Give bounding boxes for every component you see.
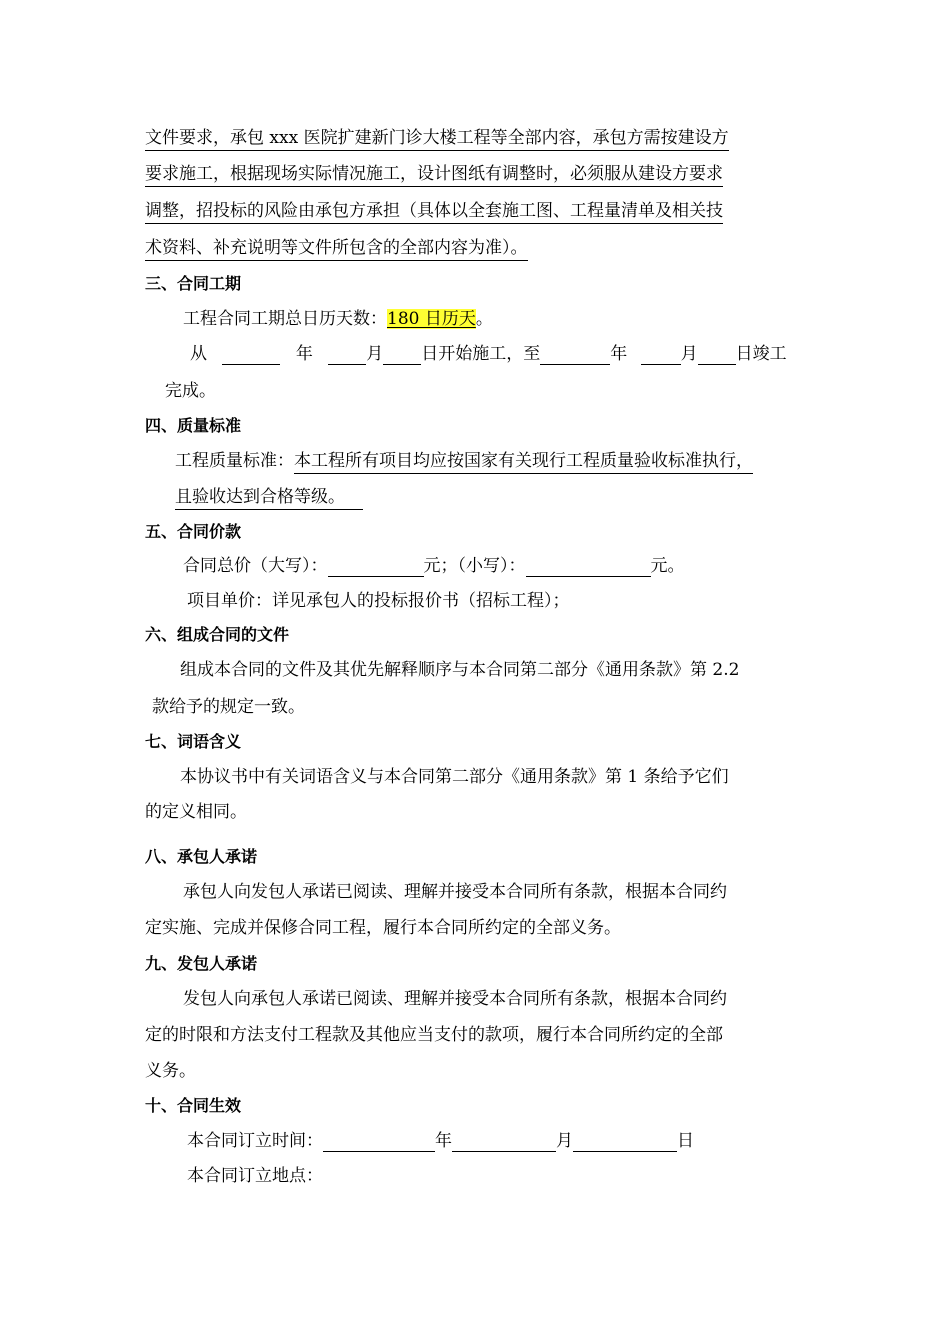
quality-text-2: 且验收达到合格等级。 <box>175 486 363 510</box>
duration-period: 。 <box>475 309 493 329</box>
quality-line-1 <box>175 450 753 474</box>
quality-line-2 <box>175 486 363 510</box>
from-label: 从 <box>190 344 207 364</box>
duration-value: 180 日历天 <box>387 309 476 329</box>
start-text: 日开始施工，至 <box>421 344 541 364</box>
scope-line-3 <box>145 200 723 224</box>
year-label-2: 年 <box>610 344 628 364</box>
section-3-heading: 三、合同工期 <box>145 274 242 293</box>
sign-month-blank[interactable] <box>452 1133 556 1152</box>
complete-line: 完成。 <box>165 381 216 401</box>
employer-promise-line-1: 发包人向承包人承诺已阅读、理解并接受本合同所有条款，根据本合同约 <box>183 989 727 1009</box>
end-year-blank[interactable] <box>540 346 610 365</box>
terms-line-1: 本协议书中有关词语含义与本合同第二部分《通用条款》第 1 条给予它们 <box>180 767 729 787</box>
section-9-heading: 九、发包人承诺 <box>145 954 258 973</box>
section-4-heading: 四、质量标准 <box>145 416 242 435</box>
documents-line-2: 款给予的规定一致。 <box>152 697 305 717</box>
price-caps-label: 合同总价（大写）： <box>183 556 328 576</box>
month-label-1: 月 <box>366 344 384 364</box>
sign-year-blank[interactable] <box>323 1133 435 1152</box>
signing-date-line <box>187 1130 694 1152</box>
duration-line <box>183 308 493 330</box>
year-label-1: 年 <box>295 344 313 364</box>
section-8-heading: 八、承包人承诺 <box>145 847 258 866</box>
sign-day-blank[interactable] <box>573 1133 677 1152</box>
scope-line-4 <box>145 237 528 261</box>
scope-text-1: 文件要求，承包 xxx 医院扩建新门诊大楼工程等全部内容，承包方需按建设方 <box>145 127 729 151</box>
duration-label: 工程合同工期总日历天数： <box>183 309 387 329</box>
section-7-heading: 七、词语含义 <box>145 732 242 751</box>
month-label-2: 月 <box>680 344 698 364</box>
terms-line-2: 的定义相同。 <box>145 802 247 822</box>
yuan-end: 元。 <box>650 556 685 576</box>
scope-text-2: 要求施工，根据现场实际情况施工，设计图纸有调整时，必须服从建设方要求 <box>145 163 723 187</box>
sign-day-label: 日 <box>677 1131 694 1151</box>
price-digits-blank[interactable] <box>526 558 651 577</box>
section-6-heading: 六、组成合同的文件 <box>145 625 290 644</box>
sign-year-label: 年 <box>435 1131 452 1151</box>
unit-price-line: 项目单价：详见承包人的投标报价书（招标工程）； <box>187 591 570 611</box>
total-price-line <box>183 555 685 577</box>
quality-text-1: 本工程所有项目均应按国家有关现行工程质量验收标准执行， <box>294 450 753 474</box>
documents-line-1: 组成本合同的文件及其优先解释顺序与本合同第二部分《通用条款》第 2.2 <box>180 660 740 680</box>
scope-text-4: 术资料、补充说明等文件所包含的全部内容为准）。 <box>145 237 528 261</box>
section-10-heading: 十、合同生效 <box>145 1096 242 1115</box>
start-year-blank[interactable] <box>222 346 280 365</box>
scope-text-3: 调整，招投标的风险由承包方承担（具体以全套施工图、工程量清单及相关技 <box>145 200 723 224</box>
employer-promise-line-3: 义务。 <box>145 1061 196 1081</box>
end-month-blank[interactable] <box>641 346 681 365</box>
start-end-line <box>190 343 787 365</box>
scope-line-2 <box>145 163 723 187</box>
end-day-blank[interactable] <box>698 346 736 365</box>
quality-label: 工程质量标准： <box>175 451 294 471</box>
section-5-heading: 五、合同价款 <box>145 522 242 541</box>
contractor-promise-line-1: 承包人向发包人承诺已阅读、理解并接受本合同所有条款，根据本合同约 <box>183 882 727 902</box>
yuan-sep: 元；（小写）： <box>423 556 526 576</box>
start-day-blank[interactable] <box>383 346 421 365</box>
sign-month-label: 月 <box>556 1131 573 1151</box>
contractor-promise-line-2: 定实施、完成并保修合同工程，履行本合同所约定的全部义务。 <box>145 918 621 938</box>
signing-place-line: 本合同订立地点： <box>187 1166 323 1186</box>
start-month-blank[interactable] <box>328 346 366 365</box>
end-text: 日竣工 <box>735 344 787 364</box>
scope-line-1 <box>145 127 729 151</box>
signing-date-label: 本合同订立时间： <box>187 1131 323 1151</box>
price-caps-blank[interactable] <box>328 558 424 577</box>
employer-promise-line-2: 定的时限和方法支付工程款及其他应当支付的款项，履行本合同所约定的全部 <box>145 1025 723 1045</box>
